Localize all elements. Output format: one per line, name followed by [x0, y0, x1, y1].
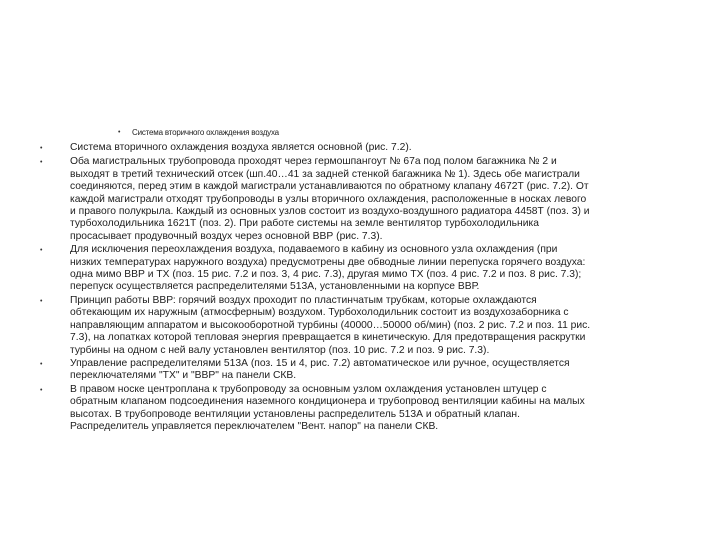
list-item — [40, 156, 690, 243]
bullet-icon: • — [40, 360, 43, 368]
bullet-icon: • — [40, 145, 43, 152]
paragraph-text: Оба магистральных трубопровода проходят через гермошпангоут № 67а под полом багажника № 2 и выходят в третий технический отсек (шп.40…41 за задней стенкой багажника № 1). Здесь обе магистрали соединяются, перед этим в каждой магистрали устанавливаются по обратному клапану 4672Т (рис. 7.2). От каждой магистрали отходят трубопроводы в узлы вторичного охлаждения, расположенные в носках левого и правого полукрыла. Каждый из основных узлов состоит из воздухо-воздушного радиатора 4458Т (поз. 3) и турбохолодильника 1621Т (поз. 2). При работе системы на земле вентилятор турбохолодильника просасывает продувочный воздух через основной ВВР (рис. 7.3). — [70, 156, 590, 242]
list-item — [40, 244, 690, 294]
list-item — [40, 142, 690, 155]
list-item — [40, 384, 690, 434]
paragraph-text: В правом носке центроплана к трубопроводу за основным узлом охлаждения установлен штуцер с обратным клапаном подсоединения наземного кондиционера и трубопровод вентиляции кабины на малых высотах. В трубопроводе вентиляции установлены распределитель 513А и обратный клапан. Распределитель управляется переключателем "Вент. напор" на панели СКВ. — [70, 383, 585, 432]
paragraph-text: Принцип работы ВВР: горячий воздух проходит по пластинчатым трубкам, которые охлаждаются обтекающим их наружным (атмосферным) воздухом. Турбохолодильник состоит из воздухозаборника с направляющим аппаратом и высокооборотной турбины (40000…50000 об/мин) (поз. 2 рис. 7.2 и поз. 11 рис. 7.3), на лопатках которой тепловая энергия превращается в кинетическую. Для предотвращения раскрутки турбины на одном с ней валу установлен вентилятор (поз. 10 рис. 7.2 и поз. 9 рис. 7.3). — [70, 294, 591, 356]
paragraph-text: Управление распределителями 513А (поз. 15 и 4, рис. 7.2) автоматическое или ручное, осуществляется переключателями "ТХ" и "ВВР" на панели СКВ. — [70, 357, 570, 382]
bullet-icon: • — [40, 386, 43, 394]
list-item — [40, 358, 690, 383]
slide-title-row — [118, 128, 279, 137]
bullet-icon: • — [40, 247, 43, 255]
paragraph-text: Для исключения переохлаждения воздуха, подаваемого в кабину из основного узла охлаждения (при низких температурах наружного воздуха) предусмотрены две обводные линии перепуска горячего воздуха: одна мимо ВВР и ТХ (поз. 15 рис. 7.2 и поз. 3, 4 рис. 7.3), другая мимо ТХ (поз. 4 рис. 7.2 и поз. 8 рис. 7.3); перепуск осуществляется распределителями 513А, установленными на корпусе ВВР. — [70, 244, 586, 293]
slide-title: Система вторичного охлаждения воздуха — [132, 128, 279, 137]
paragraph-list — [40, 142, 690, 434]
bullet-icon: • — [40, 159, 43, 167]
list-item — [40, 295, 690, 357]
bullet-icon: • — [118, 129, 121, 136]
bullet-icon: • — [40, 297, 43, 305]
paragraph-text: Система вторичного охлаждения воздуха является основной (рис. 7.2). — [70, 142, 412, 153]
